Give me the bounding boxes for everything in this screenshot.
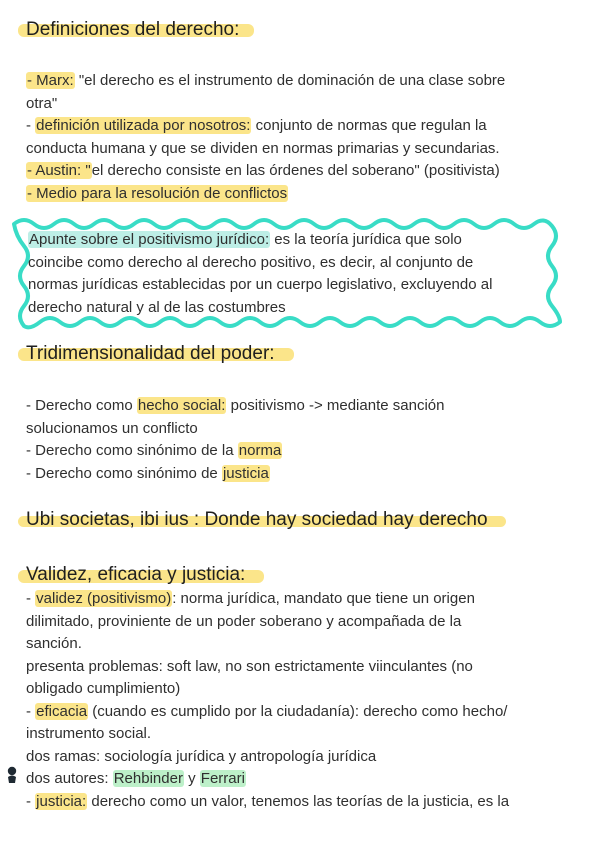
text-line [26,588,586,611]
text: - [26,792,36,810]
text-line: presenta problemas: soft law, no son estrictamente viinculantes (no [26,657,473,675]
text-line: conducta humana y que se dividen en normas primarias y secundarias. [26,139,500,157]
highlight-justicia: justicia [222,464,269,482]
text-line [26,463,586,486]
highlight-austin: - Austin: " [27,162,91,179]
text-line: coincibe como derecho al derecho positivo, es decir, al conjunto de [28,253,474,271]
text-line: solucionamos un conflicto [26,419,198,437]
validity-block [26,588,586,813]
text: "el derecho es el instrumento de dominación de una clase sobre [74,72,506,89]
text: - [26,590,36,607]
text-line [26,701,586,724]
highlight-marx: - Marx: [27,72,74,89]
tridimensionality-block [26,395,586,485]
heading-ubi-societas: Ubi societas, ibi ius : Donde hay sociedad hay derecho [26,509,488,530]
text: es la teoría jurídica que solo [270,231,462,248]
highlight-ferrari: Ferrari [200,770,245,787]
highlight-justicia-2: justicia: [36,792,87,810]
text-line [26,440,586,463]
person-icon [6,766,18,784]
highlight-medio: - Medio para la resolución de conflictos [27,184,288,202]
highlight-eficacia: eficacia [36,702,88,720]
text: - Derecho como sinónimo de [26,464,222,482]
highlight-rehbinder: Rehbinder [113,770,183,787]
text: (cuando es cumplido por la ciudadanía): derecho como hecho/ [88,702,508,720]
heading-definiciones: Definiciones del derecho: [26,19,240,40]
text-line [26,395,586,418]
highlight-norma: norma [238,442,282,459]
highlight-apunte: Apunte sobre el positivismo jurídico: [29,231,270,248]
text: el derecho consiste en las órdenes del soberano" (positivista) [91,162,500,179]
text-line: instrumento social. [26,725,152,742]
text-line [28,229,588,252]
text-line: obligado cumplimiento) [26,680,181,697]
text: - [26,117,36,134]
highlight-validez: validez (positivismo) [36,590,172,607]
text: positivismo -> mediante sanción [226,397,445,414]
text: - [26,702,36,720]
highlight-hecho-social: hecho social: [137,397,226,414]
heading-validez: Validez, eficacia y justicia: [26,564,246,585]
highlight-definicion: definición utilizada por nosotros: [36,117,251,134]
text-line: sanción. [26,635,82,652]
text: - Derecho como [26,397,137,414]
positivism-note [28,229,588,319]
text-line [26,768,586,791]
text: : norma jurídica, mandato que tiene un origen [172,590,475,607]
text: derecho como un valor, tenemos las teorías de la justicia, es la [87,792,510,810]
text-line [26,791,586,814]
text-line: derecho natural y al de las costumbres [28,298,286,316]
text-line: otra" [26,94,58,112]
text-line: dos ramas: sociología jurídica y antropología jurídica [26,747,377,765]
heading-tridimensionalidad: Tridimensionalidad del poder: [26,343,275,364]
text: dos autores: [26,770,113,787]
text-line: normas jurídicas establecidas por un cuerpo legislativo, excluyendo al [28,276,493,293]
text-line: dilimitado, proviniente de un poder soberano y acompañada de la [26,612,462,630]
text: y [183,770,200,787]
text: conjunto de normas que regulan la [251,117,487,134]
text: - Derecho como sinónimo de la [26,442,238,459]
